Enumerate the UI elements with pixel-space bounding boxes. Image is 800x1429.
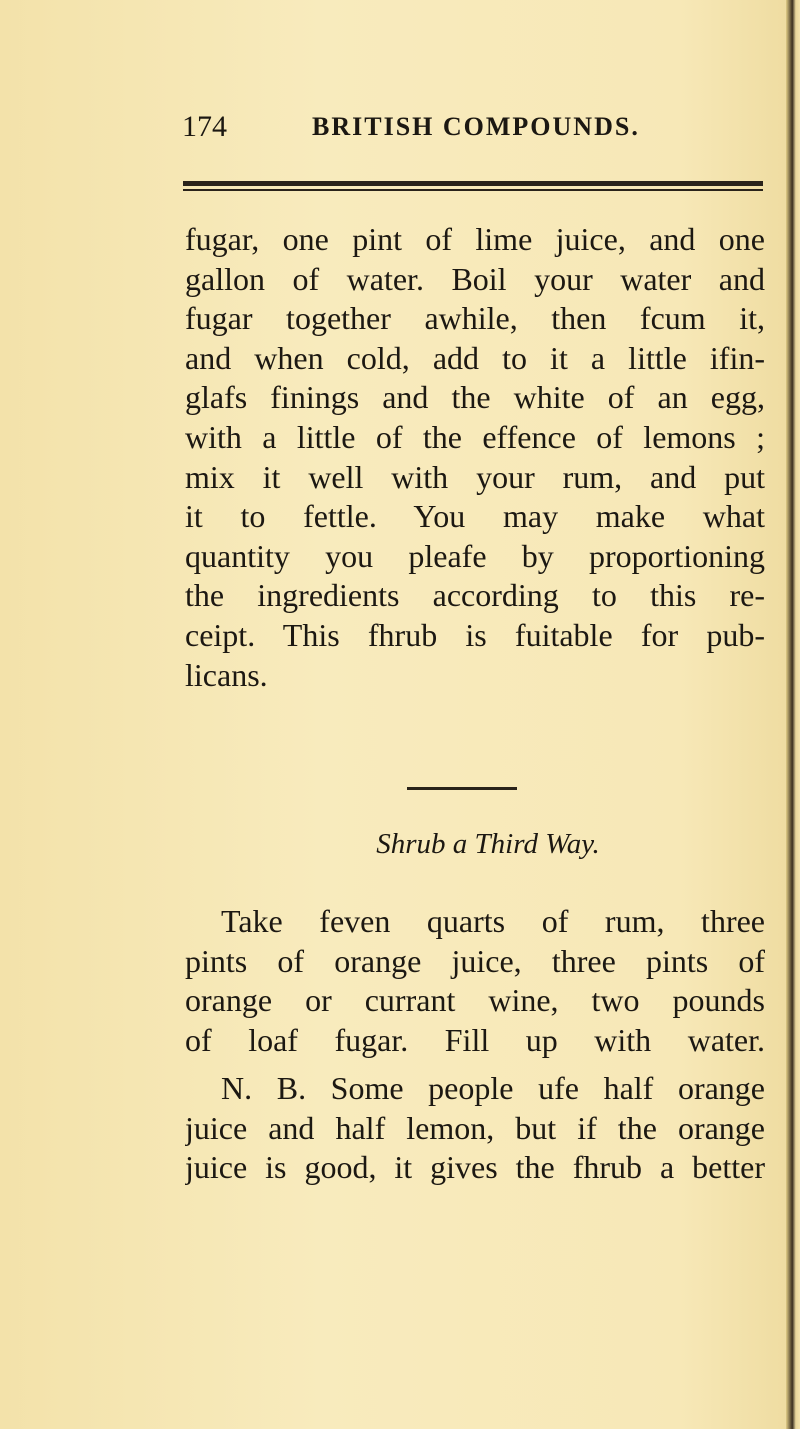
paragraph-1 xyxy=(185,220,765,695)
section-heading-text: Shrub a Third Way. xyxy=(376,828,600,860)
running-title: BRITISH COMPOUNDS. xyxy=(312,112,640,141)
page-number: 174 xyxy=(182,110,227,143)
text-line: it to fettle. You may make what xyxy=(185,498,765,535)
text-line: licans. xyxy=(185,656,268,693)
text-line: fugar together awhile, then fcum it, xyxy=(185,300,765,337)
text-line: ceipt. This fhrub is fuitable for pub- xyxy=(185,616,765,653)
text-line: mix it well with your rum, and put xyxy=(185,458,765,495)
section-divider xyxy=(407,787,517,790)
text-line: juice is good, it gives the fhrub a better xyxy=(185,1149,765,1186)
section-heading xyxy=(0,828,800,861)
text-line: glafs finings and the white of an egg, xyxy=(185,379,765,416)
text-line: of loaf fugar. Fill up with water. xyxy=(185,1021,765,1058)
text-line: the ingredients according to this re- xyxy=(185,577,765,614)
text-line: with a little of the effence of lemons ; xyxy=(185,418,765,455)
text-line: orange or currant wine, two pounds xyxy=(185,982,765,1019)
text-line: fugar, one pint of lime juice, and one xyxy=(185,221,765,257)
text-line: juice and half lemon, but if the orange xyxy=(185,1109,765,1146)
page-edge xyxy=(786,0,800,1429)
text-line: N. B. Some people ufe half orange xyxy=(221,1070,765,1106)
paragraph-2 xyxy=(185,902,765,1060)
header-rule xyxy=(183,181,763,191)
text-line: gallon of water. Boil your water and xyxy=(185,260,765,297)
text-line: and when cold, add to it a little ifin- xyxy=(185,339,765,376)
text-line: quantity you pleafe by proportioning xyxy=(185,537,765,574)
text-line: pints of orange juice, three pints of xyxy=(185,942,765,979)
paragraph-3 xyxy=(185,1069,765,1188)
text-line: Take feven quarts of rum, three xyxy=(221,903,765,939)
